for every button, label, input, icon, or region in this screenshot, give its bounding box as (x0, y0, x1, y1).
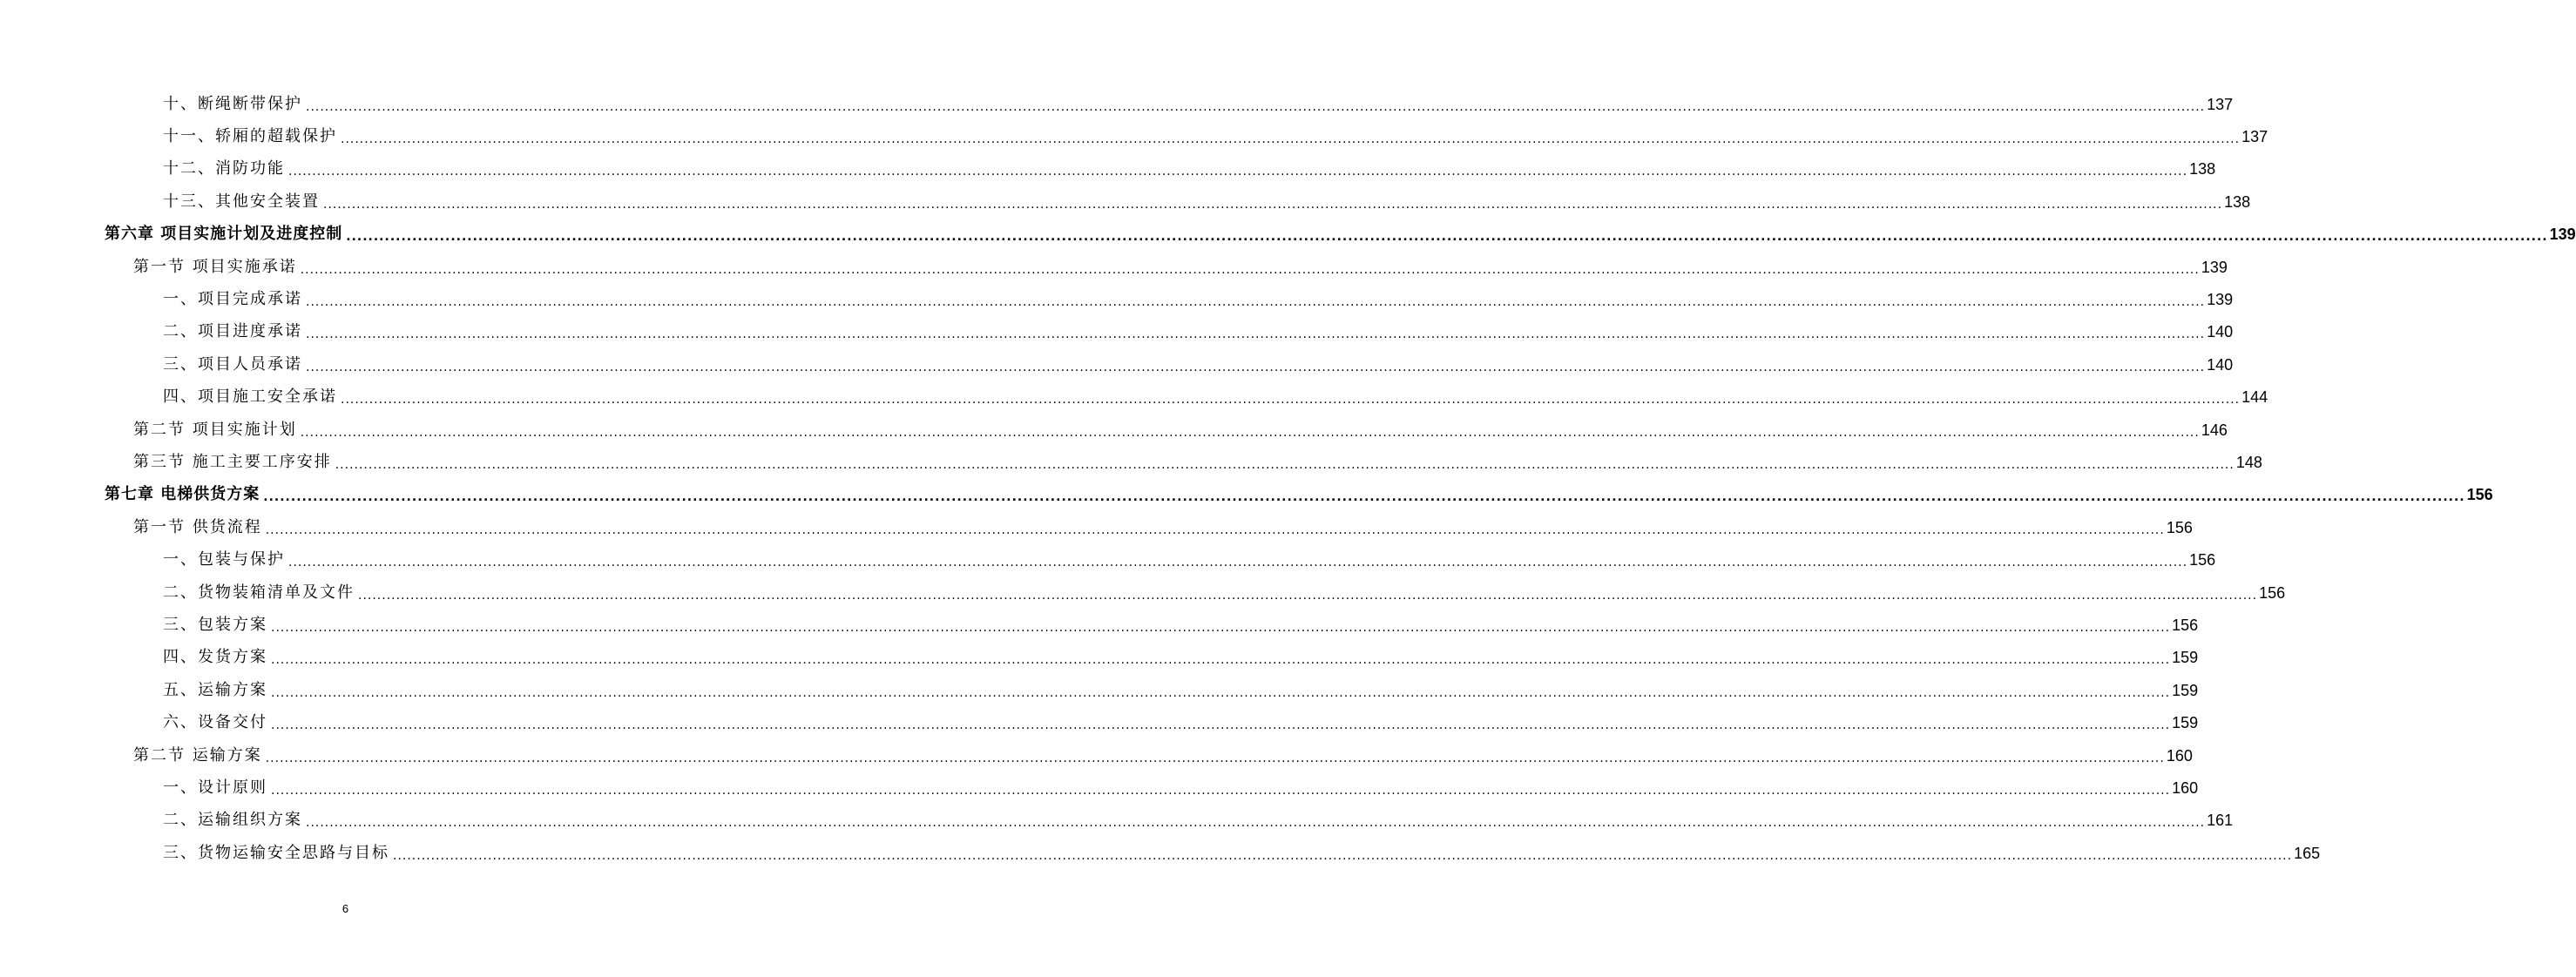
toc-entry-page: 159 (2172, 714, 2199, 732)
toc-entry-page: 160 (2166, 746, 2193, 765)
toc-entry-title: 第六章 项目实施计划及进度控制 (105, 225, 343, 244)
table-of-contents (0, 88, 2576, 869)
toc-entry-page: 140 (2207, 323, 2234, 341)
toc-entry-title: 十二、消防功能 (163, 159, 285, 179)
toc-entry-page: 137 (2241, 128, 2268, 146)
toc-entry-page: 139 (2549, 226, 2576, 244)
toc-dot-leader: ................................................................................................................................................................................................................................................................................................................................................................................................................ (358, 588, 2258, 603)
toc-subsection-entry[interactable] (0, 805, 2234, 837)
toc-entry-title: 一、项目完成承诺 (163, 290, 302, 309)
toc-dot-leader: ................................................................................................................................................................................................................................................................................................................................................................................................................ (271, 783, 2171, 798)
page-number: 6 (341, 902, 349, 915)
toc-dot-leader: ................................................................................................................................................................................................................................................................................................................................................................................................................ (271, 620, 2171, 635)
toc-subsection-entry[interactable] (0, 706, 2199, 738)
toc-entry-title: 五、运输方案 (163, 680, 267, 699)
toc-entry-page: 156 (2466, 486, 2493, 504)
toc-subsection-entry[interactable] (0, 837, 2321, 869)
toc-entry-page: 148 (2235, 453, 2262, 471)
toc-section-entry[interactable] (0, 739, 2193, 771)
toc-dot-leader: ................................................................................................................................................................................................................................................................................................................................................................................................................ (306, 360, 2206, 374)
toc-dot-leader: ................................................................................................................................................................................................................................................................................................................................................................................................................ (265, 751, 2165, 765)
toc-subsection-entry[interactable] (0, 153, 2216, 185)
toc-entry-page: 156 (2166, 518, 2193, 536)
toc-entry-title: 三、项目人员承诺 (163, 354, 302, 374)
toc-dot-leader: ................................................................................................................................................................................................................................................................................................................................................................................................................ (306, 816, 2206, 831)
toc-dot-leader: ................................................................................................................................................................................................................................................................................................................................................................................................................ (393, 848, 2293, 863)
toc-dot-leader: ................................................................................................................................................................................................................................................................................................................................................................................................................ (346, 230, 2548, 245)
toc-entry-page: 165 (2294, 844, 2321, 862)
toc-entry-page: 139 (2207, 291, 2234, 309)
toc-dot-leader: ................................................................................................................................................................................................................................................................................................................................................................................................................ (341, 393, 2241, 408)
toc-entry-page: 137 (2207, 95, 2234, 113)
toc-dot-leader: ................................................................................................................................................................................................................................................................................................................................................................................................................ (323, 197, 2223, 212)
toc-dot-leader: ................................................................................................................................................................................................................................................................................................................................................................................................................ (265, 522, 2165, 537)
toc-entry-title: 第七章 电梯供货方案 (105, 485, 260, 504)
toc-dot-leader: ................................................................................................................................................................................................................................................................................................................................................................................................................ (306, 295, 2206, 310)
toc-subsection-entry[interactable] (0, 771, 2199, 804)
toc-section-entry[interactable] (0, 414, 2228, 446)
toc-entry-page: 140 (2207, 355, 2234, 374)
toc-entry-page: 139 (2201, 258, 2228, 276)
toc-dot-leader: ................................................................................................................................................................................................................................................................................................................................................................................................................ (306, 99, 2206, 114)
toc-dot-leader: ................................................................................................................................................................................................................................................................................................................................................................................................................ (271, 718, 2171, 733)
toc-entry-title: 二、货物装箱清单及文件 (163, 583, 355, 602)
toc-entry-title: 十三、其他安全装置 (163, 192, 320, 211)
toc-entry-title: 第一节 项目实施承诺 (133, 257, 297, 276)
toc-entry-title: 第三节 施工主要工序安排 (133, 452, 332, 471)
toc-subsection-entry[interactable] (0, 543, 2216, 576)
toc-dot-leader: ................................................................................................................................................................................................................................................................................................................................................................................................................ (306, 327, 2206, 342)
toc-entry-title: 第一节 供货流程 (133, 517, 262, 536)
toc-subsection-entry[interactable] (0, 88, 2234, 120)
toc-entry-page: 159 (2172, 649, 2199, 667)
toc-entry-title: 一、设计原则 (163, 778, 267, 797)
toc-entry-page: 160 (2172, 778, 2199, 797)
toc-subsection-entry[interactable] (0, 316, 2234, 348)
toc-entry-page: 156 (2259, 583, 2286, 602)
toc-subsection-entry[interactable] (0, 283, 2234, 315)
toc-subsection-entry[interactable] (0, 120, 2268, 152)
toc-entry-page: 138 (2224, 192, 2251, 211)
toc-entry-title: 十一、轿厢的超载保护 (163, 127, 337, 146)
toc-entry-page: 138 (2189, 160, 2216, 179)
toc-dot-leader: ................................................................................................................................................................................................................................................................................................................................................................................................................ (288, 165, 2188, 179)
toc-dot-leader: ................................................................................................................................................................................................................................................................................................................................................................................................................ (271, 653, 2171, 668)
toc-entry-title: 六、设备交付 (163, 713, 267, 732)
toc-entry-title: 四、项目施工安全承诺 (163, 387, 337, 407)
toc-entry-page: 156 (2189, 551, 2216, 569)
toc-entry-page: 146 (2201, 421, 2228, 439)
toc-entry-page: 161 (2207, 812, 2234, 830)
toc-dot-leader: ................................................................................................................................................................................................................................................................................................................................................................................................................ (288, 556, 2188, 570)
toc-entry-title: 第二节 运输方案 (133, 745, 262, 765)
toc-subsection-entry[interactable] (0, 348, 2234, 381)
toc-subsection-entry[interactable] (0, 576, 2286, 609)
toc-subsection-entry[interactable] (0, 381, 2268, 414)
toc-subsection-entry[interactable] (0, 674, 2199, 706)
toc-dot-leader: ................................................................................................................................................................................................................................................................................................................................................................................................................ (263, 490, 2465, 505)
toc-entry-title: 十、断绳断带保护 (163, 94, 302, 113)
toc-entry-title: 四、发货方案 (163, 648, 267, 667)
toc-entry-title: 三、货物运输安全思路与目标 (163, 843, 389, 862)
toc-dot-leader: ................................................................................................................................................................................................................................................................................................................................................................................................................ (335, 457, 2235, 472)
toc-entry-title: 二、运输组织方案 (163, 811, 302, 830)
toc-chapter-entry[interactable] (0, 219, 2576, 251)
toc-entry-title: 二、项目进度承诺 (163, 322, 302, 341)
toc-section-entry[interactable] (0, 446, 2262, 478)
toc-entry-title: 第二节 项目实施计划 (133, 420, 297, 439)
toc-dot-leader: ................................................................................................................................................................................................................................................................................................................................................................................................................ (341, 132, 2241, 147)
toc-entry-page: 159 (2172, 681, 2199, 699)
toc-dot-leader: ................................................................................................................................................................................................................................................................................................................................................................................................................ (271, 685, 2171, 700)
toc-entry-title: 三、包装方案 (163, 615, 267, 634)
toc-dot-leader: ................................................................................................................................................................................................................................................................................................................................................................................................................ (300, 425, 2200, 440)
toc-entry-title: 一、包装与保护 (163, 550, 285, 569)
toc-section-entry[interactable] (0, 511, 2193, 543)
toc-entry-page: 144 (2241, 388, 2268, 407)
toc-section-entry[interactable] (0, 251, 2228, 283)
toc-subsection-entry[interactable] (0, 642, 2199, 674)
toc-subsection-entry[interactable] (0, 185, 2251, 218)
toc-chapter-entry[interactable] (0, 479, 2493, 511)
toc-entry-page: 156 (2172, 616, 2199, 634)
toc-dot-leader: ................................................................................................................................................................................................................................................................................................................................................................................................................ (300, 262, 2200, 277)
toc-subsection-entry[interactable] (0, 609, 2199, 641)
